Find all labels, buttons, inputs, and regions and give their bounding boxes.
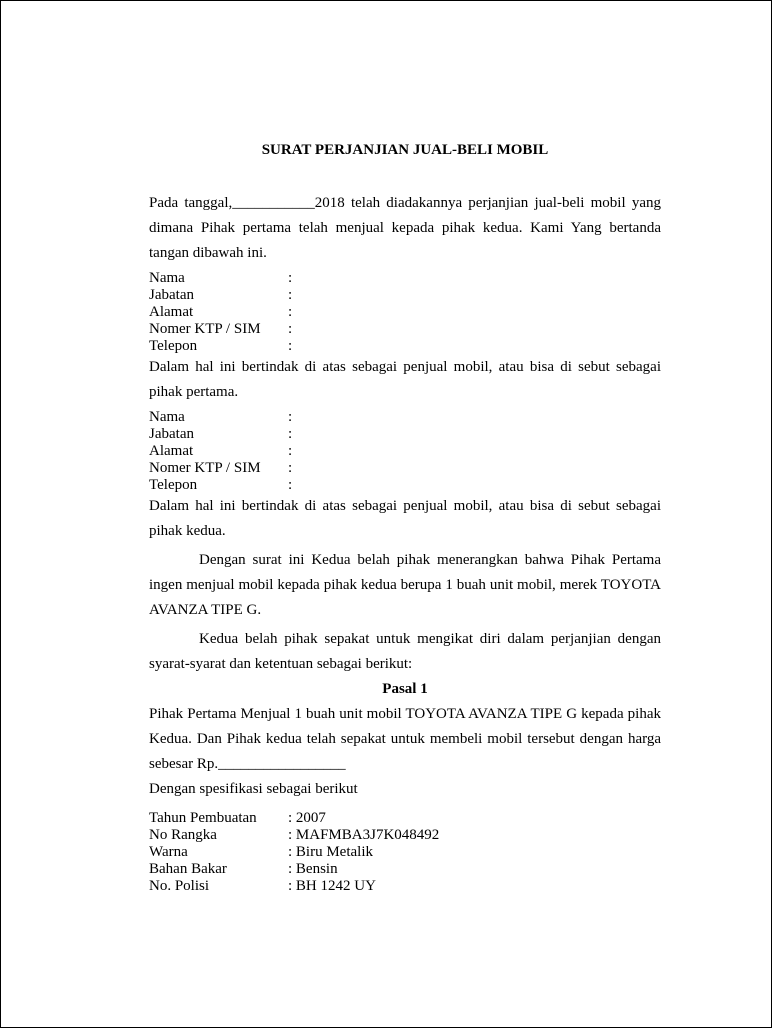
- field-colon: :: [288, 409, 293, 425]
- field-colon: :: [288, 270, 293, 286]
- field-colon: :: [288, 443, 293, 459]
- field-colon: :: [288, 477, 293, 493]
- field-label: Nama: [149, 409, 185, 425]
- field-label: Alamat: [149, 304, 194, 320]
- field-label: Alamat: [149, 443, 194, 459]
- spec-row: [149, 827, 661, 844]
- field-label: Telepon: [149, 338, 198, 354]
- party2-field-row: [149, 426, 661, 443]
- party2-field-row: [149, 460, 661, 477]
- party2-field-row: [149, 477, 661, 494]
- field-colon: :: [288, 338, 293, 354]
- party2-role-statement: Dalam hal ini bertindak di atas sebagai penjual mobil, atau bisa di sebut sebagai pihak kedua.: [149, 498, 661, 539]
- field-colon: :: [288, 287, 293, 303]
- spec-value: : MAFMBA3J7K048492: [288, 827, 440, 843]
- party2-field-row: [149, 409, 661, 426]
- spec-label: No Rangka: [149, 827, 217, 843]
- party1-field-row: [149, 338, 661, 355]
- pasal-1-body: Pihak Pertama Menjual 1 buah unit mobil TOYOTA AVANZA TIPE G kepada pihak Kedua. Dan Pihak kedua telah sepakat untuk membeli mobil tersebut dengan harga sebesar Rp._________________: [149, 706, 661, 772]
- document-title: SURAT PERJANJIAN JUAL-BELI MOBIL: [261, 142, 549, 158]
- party2-field-row: [149, 443, 661, 460]
- field-label: Telepon: [149, 477, 198, 493]
- intro-paragraph: Pada tanggal,___________2018 telah diadakannya perjanjian jual-beli mobil yang dimana Pihak pertama telah menjual kepada pihak kedua. Kami Yang bertanda tangan dibawah ini.: [149, 195, 661, 261]
- party1-field-row: [149, 287, 661, 304]
- field-colon: :: [288, 321, 293, 337]
- field-colon: :: [288, 304, 293, 320]
- pasal-1-heading: Pasal 1: [382, 681, 428, 697]
- field-label: Jabatan: [149, 287, 194, 303]
- spec-row: [149, 861, 661, 878]
- vehicle-specs: [149, 810, 661, 895]
- spec-row: [149, 810, 661, 827]
- field-label: Nomer KTP / SIM: [149, 321, 261, 337]
- spec-label: Bahan Bakar: [149, 861, 227, 877]
- party2-fields: [149, 409, 661, 494]
- spec-label: No. Polisi: [149, 878, 210, 894]
- party1-role-statement: Dalam hal ini bertindak di atas sebagai penjual mobil, atau bisa di sebut sebagai pihak pertama.: [149, 359, 661, 400]
- spec-label: Tahun Pembuatan: [149, 810, 257, 826]
- field-label: Nomer KTP / SIM: [149, 460, 261, 476]
- spec-intro: Dengan spesifikasi sebagai berikut: [149, 781, 358, 797]
- party1-field-row: [149, 270, 661, 287]
- spec-row: [149, 844, 661, 861]
- field-colon: :: [288, 426, 293, 442]
- statement-paragraph: Dengan surat ini Kedua belah pihak menerangkan bahwa Pihak Pertama ingen menjual mobil kepada pihak kedua berupa 1 buah unit mobil, merek TOYOTA AVANZA TIPE G.: [149, 552, 661, 618]
- spec-value: : Biru Metalik: [288, 844, 373, 860]
- document-content: [149, 141, 661, 895]
- party1-field-row: [149, 321, 661, 338]
- spec-value: : BH 1242 UY: [288, 878, 376, 894]
- spec-value: : 2007: [288, 810, 326, 826]
- field-label: Nama: [149, 270, 185, 286]
- field-label: Jabatan: [149, 426, 194, 442]
- field-colon: :: [288, 460, 293, 476]
- spec-row: [149, 878, 661, 895]
- party1-fields: [149, 270, 661, 355]
- spec-value: : Bensin: [288, 861, 338, 877]
- spec-label: Warna: [149, 844, 188, 860]
- agreement-paragraph: Kedua belah pihak sepakat untuk mengikat diri dalam perjanjian dengan syarat-syarat dan ketentuan sebagai berikut:: [149, 631, 661, 672]
- party1-field-row: [149, 304, 661, 321]
